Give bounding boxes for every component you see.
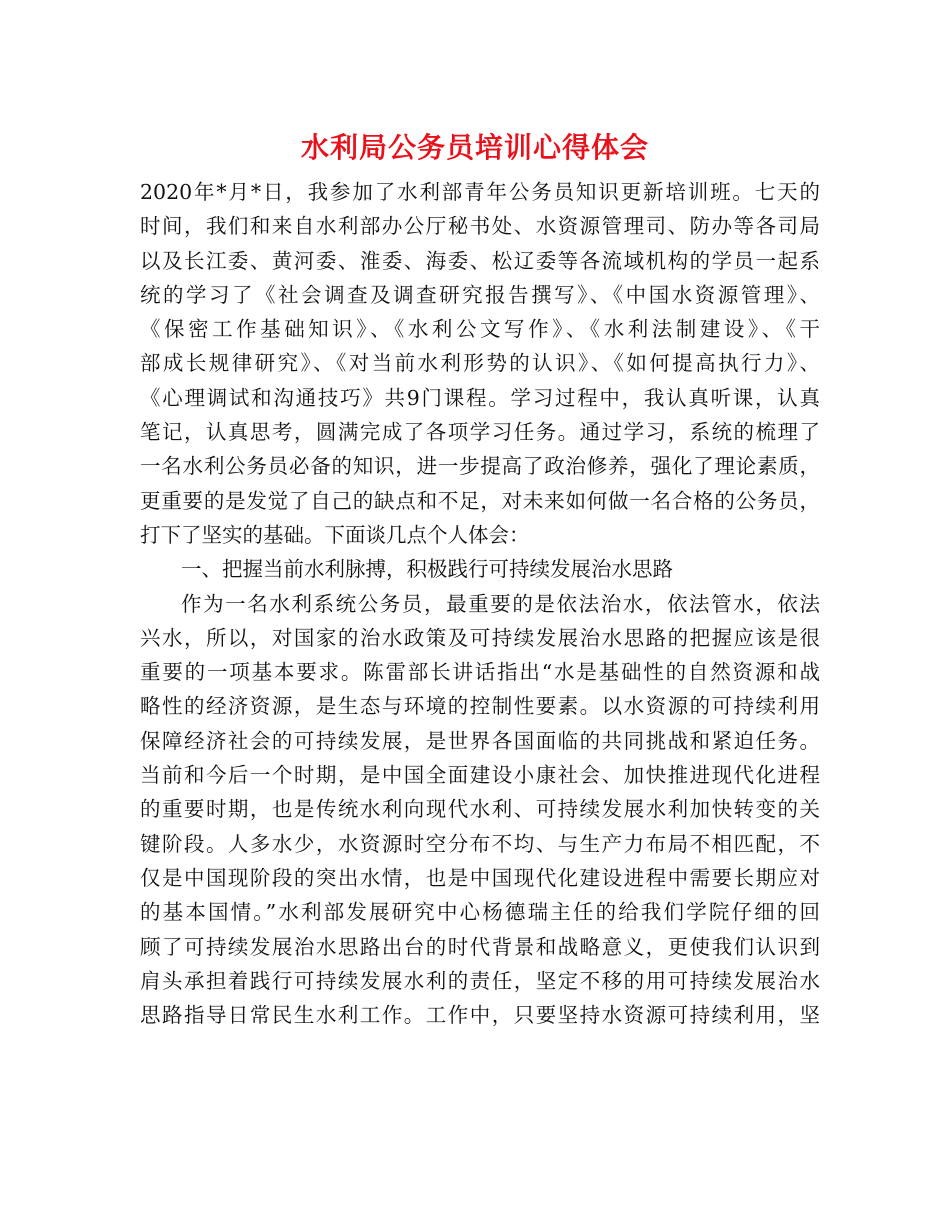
document-body: [140, 175, 820, 1032]
body-line: 重要的一项基本要求。陈雷部长讲话指出“水是基础性的自然资源和战: [140, 660, 820, 685]
body-line: 以及长江委、黄河委、淮委、海委、松辽委等各流域机构的学员一起系: [140, 248, 820, 273]
body-line: 的基本国情。”水利部发展研究中心杨德瑞主任的给我们学院仔细的回: [140, 900, 820, 925]
body-line: 作为一名水利系统公务员，最重要的是依法治水，依法管水，依法: [181, 591, 820, 616]
section-heading: 一、把握当前水利脉搏，积极践行可持续发展治水思路: [181, 557, 673, 582]
body-line: 部成长规律研究》、《对当前水利形势的认识》、《如何提高执行力》、: [140, 351, 820, 376]
body-line: 略性的经济资源，是生态与环境的控制性要素。以水资源的可持续利用: [140, 694, 820, 719]
body-line: 《保密工作基础知识》、《水利公文写作》、《水利法制建设》、《干: [140, 317, 820, 342]
body-line: 《心理调试和沟通技巧》共9门课程。学习过程中，我认真听课，认真: [140, 385, 820, 410]
body-line: 肩头承担着践行可持续发展水利的责任，坚定不移的用可持续发展治水: [140, 968, 820, 993]
body-line: 更重要的是发觉了自己的缺点和不足，对未来如何做一名合格的公务员，: [140, 488, 820, 513]
body-line: 时间，我们和来自水利部办公厅秘书处、水资源管理司、防办等各司局: [140, 214, 820, 239]
body-line: 一名水利公务员必备的知识，进一步提高了政治修养，强化了理论素质，: [140, 454, 820, 479]
document-title: 水利局公务员培训心得体会: [300, 131, 649, 164]
body-line: 打下了坚实的基础。下面谈几点个人体会：: [140, 522, 530, 547]
body-line: 笔记，认真思考，圆满完成了各项学习任务。通过学习，系统的梳理了: [140, 420, 820, 445]
body-line: 当前和今后一个时期，是中国全面建设小康社会、加快推进现代化进程: [140, 763, 820, 788]
body-line: 思路指导日常民生水利工作。工作中，只要坚持水资源可持续利用，坚: [140, 1003, 820, 1028]
body-line: 键阶段。人多水少，水资源时空分布不均、与生产力布局不相匹配，不: [140, 831, 820, 856]
body-line: 仅是中国现阶段的突出水情，也是中国现代化建设进程中需要长期应对: [140, 865, 820, 890]
body-line: 统的学习了《社会调查及调查研究报告撰写》、《中国水资源管理》、: [140, 282, 820, 307]
body-line: 2020年*月*日，我参加了水利部青年公务员知识更新培训班。七天的: [140, 180, 820, 204]
body-line: 的重要时期，也是传统水利向现代水利、可持续发展水利加快转变的关: [140, 797, 820, 822]
body-line: 保障经济社会的可持续发展，是世界各国面临的共同挑战和紧迫任务。: [140, 728, 820, 753]
body-line: 顾了可持续发展治水思路出台的时代背景和战略意义，更使我们认识到: [140, 934, 820, 959]
body-line: 兴水，所以，对国家的治水政策及可持续发展治水思路的把握应该是很: [140, 625, 820, 650]
